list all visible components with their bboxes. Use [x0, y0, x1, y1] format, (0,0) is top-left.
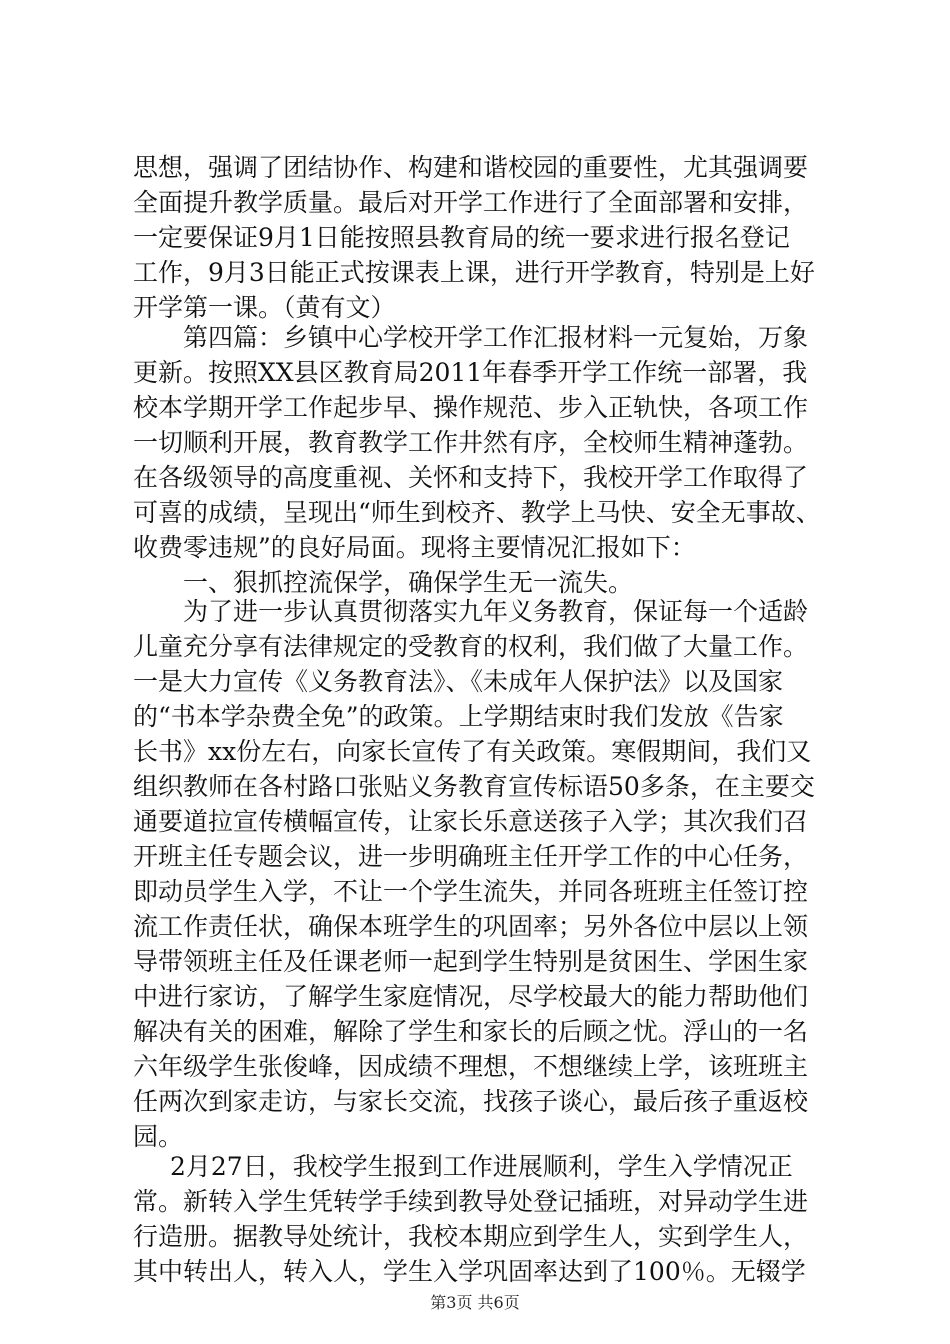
body-text-line: 园。	[133, 1122, 184, 1151]
body-text-line: 2月27日，我校学生报到工作进展顺利，学生入学情况正	[170, 1152, 793, 1181]
body-text-line: 通要道拉宣传横幅宣传，让家长乐意送孩子入学；其次我们召	[133, 807, 809, 836]
body-text-line: 中进行家访，了解学生家庭情况，尽学校最大的能力帮助他们	[133, 982, 809, 1011]
body-text-line: 校本学期开学工作起步早、操作规范、步入正轨快，各项工作	[133, 393, 809, 422]
body-text-line: 收费零违规”的良好局面。现将主要情况汇报如下：	[133, 533, 696, 562]
body-text-line: 任两次到家走访，与家长交流，找孩子谈心，最后孩子重返校	[133, 1087, 809, 1116]
body-text-line: 长书》xx份左右，向家长宣传了有关政策。寒假期间，我们又	[133, 737, 812, 766]
body-text-line: 儿童充分享有法律规定的受教育的权利，我们做了大量工作。	[133, 632, 809, 661]
body-text-line: 全面提升教学质量。最后对开学工作进行了全面部署和安排，	[133, 188, 809, 217]
body-text-line: 在各级领导的高度重视、关怀和支持下，我校开学工作取得了	[133, 463, 809, 492]
body-text-line: 开学第一课。（黄有文）	[133, 293, 396, 322]
body-text-line: 工作，9月3日能正式按课表上课，进行开学教育，特别是上好	[133, 258, 815, 287]
body-text-line: 流工作责任状，确保本班学生的巩固率；另外各位中层以上领	[133, 912, 809, 941]
body-text-line: 一定要保证9月1日能按照县教育局的统一要求进行报名登记	[133, 223, 790, 252]
body-text-line: 一切顺利开展，教育教学工作井然有序，全校师生精神蓬勃。	[133, 428, 809, 457]
section-heading-line: 第四篇：乡镇中心学校开学工作汇报材料一元复始，万象	[183, 323, 809, 352]
body-text-line: 即动员学生入学，不让一个学生流失，并同各班班主任签订控	[133, 877, 809, 906]
body-text-line: 更新。按照XX县区教育局2011年春季开学工作统一部署，我	[133, 358, 808, 387]
body-text-line: 行造册。据教导处统计，我校本期应到学生人，实到学生人，	[133, 1222, 809, 1251]
body-text-line: 六年级学生张俊峰，因成绩不理想，不想继续上学，该班班主	[133, 1052, 809, 1081]
page-footer: 第3页 共6页	[430, 1293, 520, 1312]
body-text-line: 开班主任专题会议，进一步明确班主任开学工作的中心任务，	[133, 842, 809, 871]
body-text-line: 思想，强调了团结协作、构建和谐校园的重要性，尤其强调要	[133, 153, 809, 182]
subheading-line: 一、狠抓控流保学，确保学生无一流失。	[183, 568, 634, 597]
body-text-line: 常。新转入学生凭转学手续到教导处登记插班，对异动学生进	[133, 1187, 809, 1216]
body-text-line: 其中转出人，转入人，学生入学巩固率达到了100％。无辍学	[133, 1257, 806, 1286]
body-text-line: 组织教师在各村路口张贴义务教育宣传标语50多条，在主要交	[133, 772, 815, 801]
body-text-line: 可喜的成绩，呈现出“师生到校齐、教学上马快、安全无事故、	[133, 498, 821, 527]
body-text-line: 解决有关的困难，解除了学生和家长的后顾之忧。浮山的一名	[133, 1017, 809, 1046]
body-text-line: 一是大力宣传《义务教育法》、《未成年人保护法》以及国家	[133, 667, 784, 696]
body-text-line: 为了进一步认真贯彻落实九年义务教育，保证每一个适龄	[183, 597, 809, 626]
body-text-line: 的“书本学杂费全免”的政策。上学期结束时我们发放《告家	[133, 702, 784, 731]
body-text-line: 导带领班主任及任课老师一起到学生特别是贫困生、学困生家	[133, 947, 809, 976]
